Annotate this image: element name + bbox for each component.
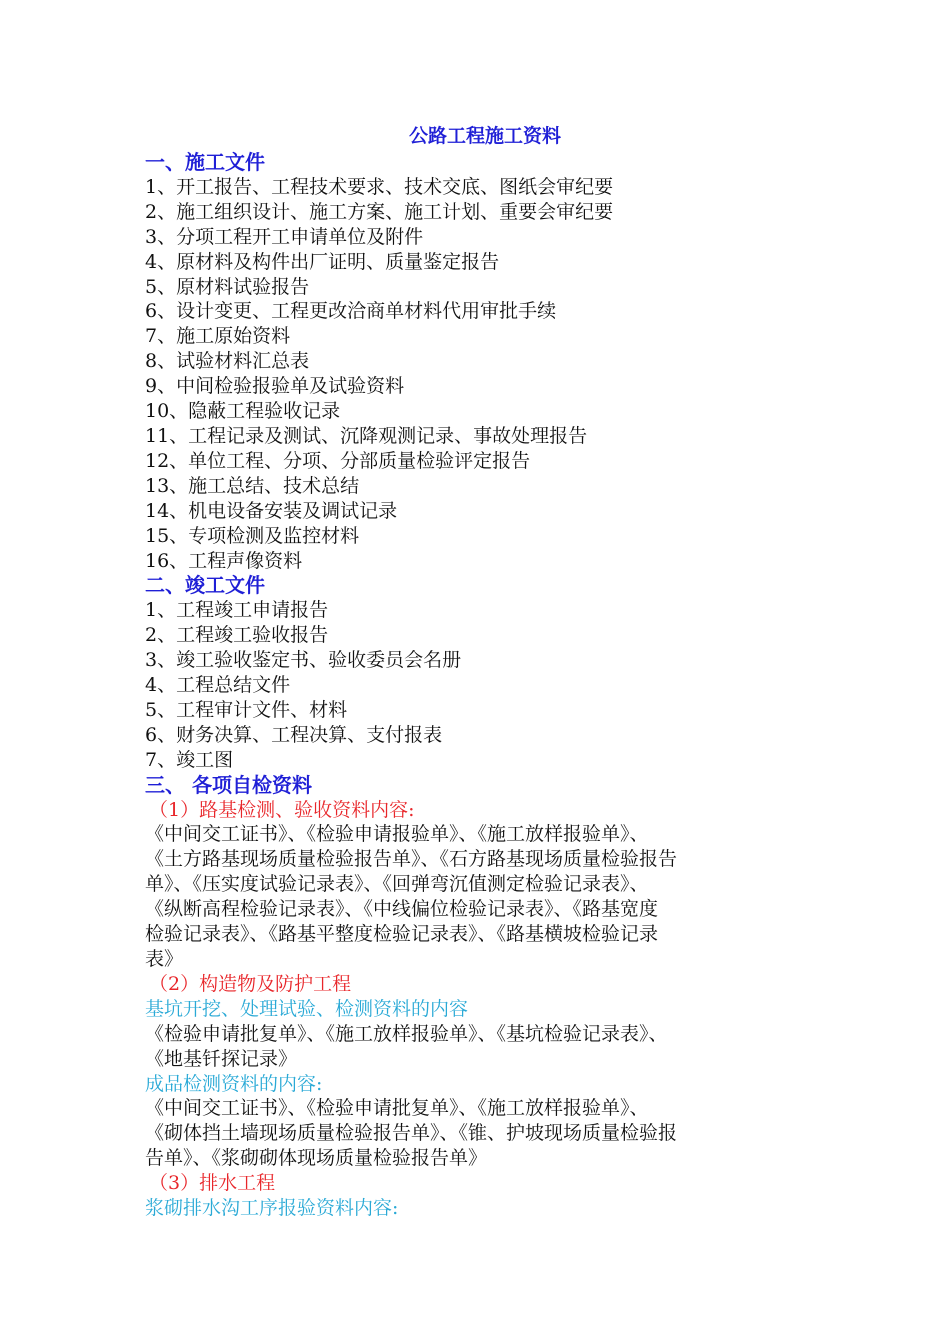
list-item: 6、财务决算、工程决算、支付报表 xyxy=(145,723,443,746)
list-item: 9、中间检验报验单及试验资料 xyxy=(145,375,405,398)
subheading-finished-product-testing: 成品检测资料的内容: xyxy=(145,1072,323,1095)
list-item: 5、原材料试验报告 xyxy=(145,275,310,298)
text-line: 《检验申请批复单》、《施工放样报验单》、《基坑检验记录表》、 xyxy=(145,1022,668,1045)
subheading-drainage: （3）排水工程 xyxy=(149,1172,276,1195)
list-item: 7、竣工图 xyxy=(145,748,234,771)
section-heading-construction-documents: 一、施工文件 xyxy=(145,150,265,174)
text-line: 《中间交工证书》、《检验申请报验单》、《施工放样报验单》、 xyxy=(145,823,649,846)
section-heading-completion-documents: 二、竣工文件 xyxy=(145,573,265,598)
document-body xyxy=(145,122,825,1221)
subheading-masonry-ditch: 浆砌排水沟工序报验资料内容: xyxy=(145,1197,399,1220)
list-item: 6、设计变更、工程更改洽商单材料代用审批手续 xyxy=(145,300,557,323)
list-item: 16、工程声像资料 xyxy=(145,549,303,572)
list-item: 11、工程记录及测试、沉降观测记录、事故处理报告 xyxy=(145,424,588,447)
section-heading-self-inspection: 三、 各项自检资料 xyxy=(145,772,312,797)
text-line: 《土方路基现场质量检验报告单》、《石方路基现场质量检验报告 xyxy=(145,848,678,871)
list-item: 3、分项工程开工申请单位及附件 xyxy=(145,225,424,248)
text-line: 检验记录表》、《路基平整度检验记录表》、《路基横坡检验记录 xyxy=(145,923,659,946)
text-line: 《纵断高程检验记录表》、《中线偏位检验记录表》、《路基宽度 xyxy=(145,898,659,921)
list-item: 2、施工组织设计、施工方案、施工计划、重要会审纪要 xyxy=(145,200,614,223)
text-line: 《砌体挡土墙现场质量检验报告单》、《锥、护坡现场质量检验报 xyxy=(145,1122,678,1145)
text-line: 单》、《压实度试验记录表》、《回弹弯沉值测定检验记录表》、 xyxy=(145,873,649,896)
list-item: 1、工程竣工申请报告 xyxy=(145,599,329,622)
list-item: 1、开工报告、工程技术要求、技术交底、图纸会审纪要 xyxy=(145,175,614,198)
list-item: 2、工程竣工验收报告 xyxy=(145,624,329,647)
list-item: 13、施工总结、技术总结 xyxy=(145,474,360,497)
list-item: 7、施工原始资料 xyxy=(145,325,291,348)
list-item: 14、机电设备安装及调试记录 xyxy=(145,499,398,522)
completion-documents-list xyxy=(145,598,825,772)
list-item: 4、工程总结文件 xyxy=(145,674,291,697)
roadbed-inspection-text xyxy=(145,822,825,971)
list-item: 12、单位工程、分项、分部质量检验评定报告 xyxy=(145,449,531,472)
text-line: 《地基钎探记录》 xyxy=(145,1047,298,1070)
text-line: 《中间交工证书》、《检验申请批复单》、《施工放样报验单》、 xyxy=(145,1097,649,1120)
list-item: 5、工程审计文件、材料 xyxy=(145,698,348,721)
subheading-structures-protection: （2）构造物及防护工程 xyxy=(149,972,352,995)
list-item: 4、原材料及构件出厂证明、质量鉴定报告 xyxy=(145,250,500,273)
finished-product-testing-text xyxy=(145,1096,825,1171)
subheading-roadbed-inspection: （1）路基检测、验收资料内容: xyxy=(149,798,415,821)
list-item: 15、专项检测及监控材料 xyxy=(145,524,360,547)
document-title: 公路工程施工资料 xyxy=(408,125,561,147)
list-item: 8、试验材料汇总表 xyxy=(145,350,310,373)
text-line: 告单》、《浆砌砌体现场质量检验报告单》 xyxy=(145,1147,488,1170)
text-line: 表》 xyxy=(145,948,184,970)
foundation-pit-text xyxy=(145,1022,825,1072)
construction-documents-list xyxy=(145,175,825,574)
list-item: 3、竣工验收鉴定书、验收委员会名册 xyxy=(145,649,462,672)
list-item: 10、隐蔽工程验收记录 xyxy=(145,400,341,423)
subheading-foundation-pit: 基坑开挖、处理试验、检测资料的内容 xyxy=(145,997,469,1020)
